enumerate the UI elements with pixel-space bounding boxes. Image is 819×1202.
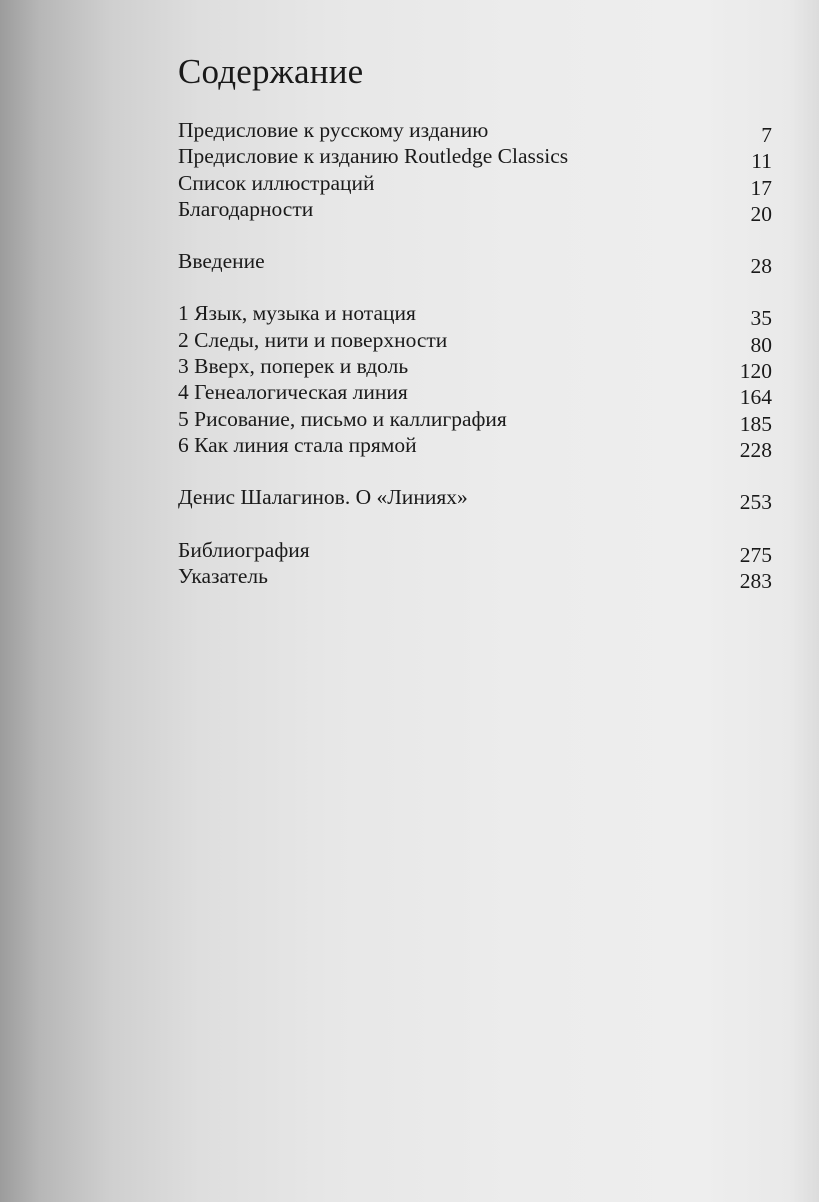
toc-entry-page: 17 <box>750 175 772 200</box>
toc-entry-label: Предисловие к изданию Routledge Classics <box>178 144 569 169</box>
toc-entry <box>178 248 772 279</box>
toc-entry <box>178 143 772 174</box>
toc-entry-label: Предисловие к русскому изданию <box>178 118 489 142</box>
page-title: Содержание <box>178 52 364 91</box>
toc-group-front-matter <box>178 117 772 226</box>
toc-entry-page: 120 <box>739 359 772 384</box>
toc-entry-label: Благодарности <box>178 196 314 221</box>
toc-group-introduction <box>178 248 772 279</box>
toc-entry-page: 28 <box>750 254 772 279</box>
toc-entry <box>178 117 772 147</box>
toc-entry-label: 2 Следы, нити и поверхности <box>178 327 448 352</box>
toc-entry <box>178 353 772 384</box>
toc-entry-page: 228 <box>739 437 772 462</box>
toc-group-back-matter <box>178 537 772 593</box>
toc-entry-page: 11 <box>751 149 772 174</box>
toc-entry-label: Список иллюстраций <box>178 170 375 195</box>
toc-entry-page: 185 <box>739 411 772 436</box>
toc-entry <box>178 170 772 200</box>
toc-entry-page: 35 <box>750 306 772 331</box>
toc-entry-label: 4 Генеалогическая линия <box>178 380 408 405</box>
toc-entry-page: 164 <box>739 385 772 410</box>
toc-entry-label: Введение <box>178 249 265 274</box>
toc-entry-label: 3 Вверх, поперек и вдоль <box>178 354 409 379</box>
toc-entry-label: Библиография <box>178 537 310 562</box>
toc-entry <box>178 537 772 567</box>
toc-entry-page: 20 <box>750 201 772 226</box>
toc-entry-label: 6 Как линия стала прямой <box>178 432 417 457</box>
toc-group-afterword <box>178 484 772 515</box>
toc-entry <box>178 300 772 331</box>
toc-entry <box>178 327 772 357</box>
toc-entry-page: 275 <box>739 542 772 567</box>
toc-entry-label: 1 Язык, музыка и нотация <box>178 301 416 326</box>
toc-entry <box>178 484 772 515</box>
toc-entry <box>178 379 772 410</box>
toc-entry <box>178 432 772 462</box>
toc-entry <box>178 563 772 593</box>
toc-entry-page: 7 <box>761 123 772 147</box>
toc-entry-page: 80 <box>750 332 772 357</box>
toc-entry <box>178 406 772 436</box>
toc-group-chapters <box>178 300 772 462</box>
table-of-contents <box>178 117 772 615</box>
toc-entry <box>178 196 772 226</box>
toc-entry-page: 283 <box>739 568 772 593</box>
toc-entry-label: 5 Рисование, письмо и каллиграфия <box>178 406 507 431</box>
toc-entry-page: 253 <box>739 490 772 515</box>
toc-entry-label: Денис Шалагинов. О «Линиях» <box>178 485 468 510</box>
toc-entry-label: Указатель <box>178 563 268 588</box>
